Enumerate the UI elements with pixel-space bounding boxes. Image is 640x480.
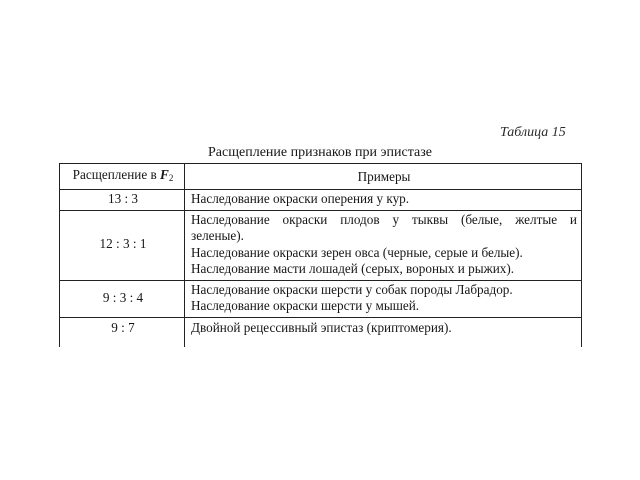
example-line: зеленые). bbox=[191, 228, 244, 243]
example-line: Наследование масти лошадей (серых, вороных и рыжих). bbox=[191, 261, 515, 276]
table-number: Таблица 15 bbox=[500, 126, 566, 140]
table-title: Расщепление признаков при эпистазе bbox=[208, 145, 432, 160]
header-examples: Примеры bbox=[185, 164, 582, 190]
ratio-cell: 9 : 3 : 4 bbox=[60, 280, 185, 317]
table-row bbox=[60, 280, 582, 317]
examples-cell bbox=[185, 280, 582, 317]
header-f2-symbol: $F_2$ bbox=[160, 167, 174, 184]
header-ratio-label: Расщепление в bbox=[72, 167, 161, 183]
epistasis-table bbox=[59, 163, 582, 347]
table-row bbox=[60, 190, 582, 211]
example-line: Двойной рецессивный эпистаз (криптомерия). bbox=[191, 319, 452, 335]
example-line: Наследование окраски зерен овса (черные, серые и белые). bbox=[191, 244, 523, 260]
example-line: Наследование окраски плодов у тыквы (белые, желтые и bbox=[191, 211, 577, 227]
example-line: Наследование окраски шерсти у собак породы Лабрадор. bbox=[191, 281, 513, 297]
examples-cell bbox=[185, 190, 582, 211]
ratio-cell: 9 : 7 bbox=[60, 317, 185, 347]
ratio-cell: 12 : 3 : 1 bbox=[60, 210, 185, 280]
ratio-cell: 13 : 3 bbox=[60, 190, 185, 211]
table-row bbox=[60, 317, 582, 347]
examples-cell bbox=[185, 317, 582, 347]
header-ratio bbox=[60, 164, 185, 190]
example-line: Наследование окраски шерсти у мышей. bbox=[191, 298, 420, 313]
example-line: Наследование окраски оперения у кур. bbox=[191, 191, 410, 206]
examples-cell bbox=[185, 210, 582, 280]
table-row bbox=[60, 210, 582, 280]
header-row bbox=[60, 164, 582, 190]
